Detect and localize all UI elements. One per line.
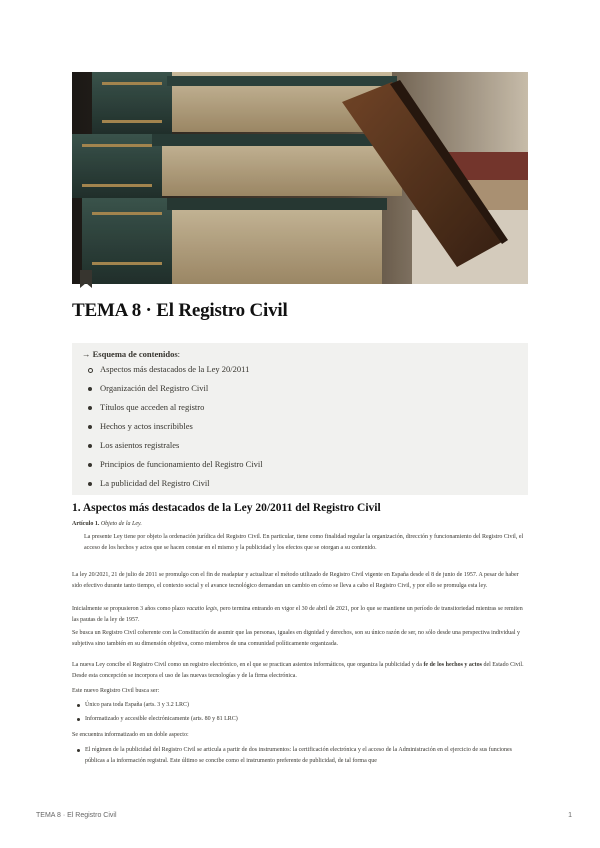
text-span: Inicialmente se propusieron 3 años como plazo [72, 606, 185, 612]
callout-heading-text: Esquema de contenidos [92, 349, 178, 359]
paragraph: Se busca un Registro Civil coherente con la Constitución de asumir que las personas, iguales en dignidad y derechos, son su único razón de ser, no sólo desde una perspectiva individual y subjetiva sino también en su dimensión objetiva, como miembros de una comunidad políticamente organizada. [72, 630, 520, 647]
contents-item: Principios de funcionamiento del Registro Civil [86, 455, 263, 474]
article-heading [72, 519, 528, 530]
page-title: TEMA 8 · El Registro Civil [72, 300, 288, 321]
paragraph: Este nuevo Registro Civil busca ser: [72, 688, 160, 694]
bullet-list [76, 745, 526, 767]
text-span-italic: vacatio legis [186, 606, 217, 612]
text-span-bold: fe de los hechos y actos [423, 662, 482, 668]
contents-item: La publicidad del Registro Civil [86, 474, 263, 493]
contents-item: Los asientos registrales [86, 436, 263, 455]
callout-colon: : [177, 349, 181, 359]
callout-heading [82, 349, 180, 359]
contents-item: Organización del Registro Civil [86, 379, 263, 398]
list-item: Informatizado y accesible electrónicamente (arts. 80 y 81 LRC) [76, 714, 526, 725]
article-quote: La presente Ley tiene por objeto la ordenación jurídica del Registro Civil. En particular, tiene como finalidad regular la organización, dirección y funcionamiento del Registro Civil, el acceso de los hechos y actos que se hacen constar en el mismo y la publicidad y los efectos que se otorgan a su contenido. [84, 534, 524, 551]
footer-title: TEMA 8 · El Registro Civil [36, 812, 117, 819]
cover-image [72, 72, 528, 284]
paragraph: La ley 20/2021, 21 de julio de 2011 se promulgo con el fin de readaptar y actualizar el método utilizado de Registro Civil vigente en España desde el 8 de junio de 1957. A pesar de haber sido efectivo durante tanto tiempo, el contexto social y el avance tecnológico demandan un cambio en cómo se lleva a cabo el Registro Civil, y por ello se promulga esta ley. [72, 572, 519, 589]
bookmark-icon [80, 270, 92, 288]
page-number: 1 [568, 812, 572, 819]
contents-list [86, 360, 263, 493]
contents-item: Hechos y actos inscribibles [86, 417, 263, 436]
paragraph: Se encuentra informatizado en un doble aspecto: [72, 732, 189, 738]
article-title: Objeto de la Ley. [100, 521, 142, 527]
contents-callout [72, 343, 528, 495]
contents-item: Títulos que acceden al registro [86, 398, 263, 417]
section-heading: 1. Aspectos más destacados de la Ley 20/2011 del Registro Civil [72, 502, 381, 514]
books-photo [72, 72, 528, 284]
text-span: del Estado Civil. Desde esta concepción se incorpora el uso de las nuevas tecnologías y de la firma electrónica. [72, 662, 524, 679]
list-item: Único para toda España (arts. 3 y 3.2 LRC) [76, 700, 526, 711]
list-item: El régimen de la publicidad del Registro Civil se articula a partir de dos instrumentos: la certificación electrónica y el acceso de la Administración en el ejercicio de sus funciones públicas a la información registral. Este último se concibe como el instrumento preferente de publicidad, de tal forma que [76, 745, 526, 767]
contents-item: Aspectos más destacados de la Ley 20/2011 [86, 360, 263, 379]
arrow-icon: → [82, 349, 91, 359]
paragraph [72, 604, 528, 626]
text-span: , pero termina entrando en vigor el 30 de abril de 2021, por lo que se mantiene un período de transitoriedad mientras se remiten las pautas de la ley de 1957. [72, 606, 523, 623]
text-span: La nueva Ley concibe el Registro Civil como un registro electrónico, en el que se practican asientos informáticos, que organiza la publicidad y da [72, 662, 422, 668]
article-label: Artículo 1. [72, 521, 100, 527]
paragraph [72, 660, 528, 682]
bullet-list [76, 700, 526, 725]
